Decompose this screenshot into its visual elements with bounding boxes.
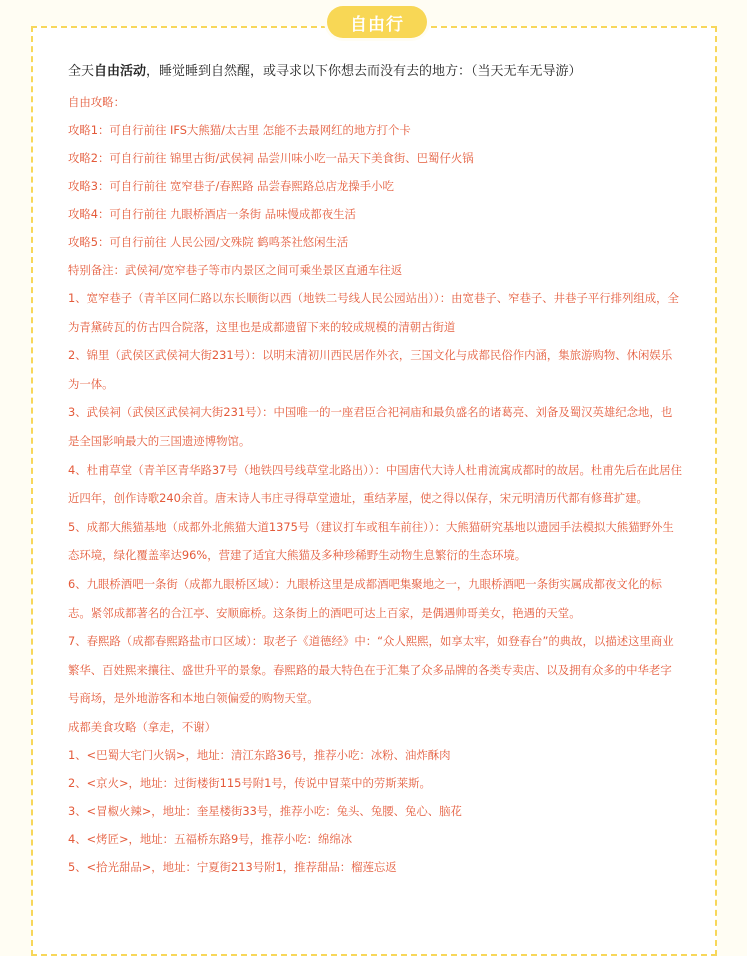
guide-item: 攻略5：可自行前往 人民公园/文殊院 鹤鸣茶社悠闲生活 <box>68 235 349 249</box>
itinerary-content <box>68 60 683 881</box>
attraction-item: 7、春熙路（成都春熙路盐市口区域）：取老子《道德经》中：“众人熙熙，如享太牢，如登春台”的典故，以描述这里商业繁华、百姓熙来攘往、盛世升平的景象。春熙路的最大特色在于汇集了众多品牌的各类专卖店、以及拥有众多的中华老字号商场，是外地游客和本地白领偏爱的购物天堂。 <box>68 634 674 706</box>
food-item: 4、<烤匠>，地址：五福桥东路9号，推荐小吃：绵绵冰 <box>68 831 353 846</box>
food-item: 2、<京火>，地址：过街楼街115号附1号，传说中冒菜中的劳斯莱斯。 <box>68 775 431 790</box>
guide-item: 攻略1：可自行前往 IFS大熊猫/太古里 怎能不去最网红的地方打个卡 <box>68 123 411 137</box>
section-title-badge: 自由行 <box>327 6 427 38</box>
guide-heading: 自由攻略： <box>68 95 125 109</box>
food-item: 3、<冒椒火辣>，地址：奎星楼街33号，推荐小吃：兔头、兔腰、兔心、脑花 <box>68 803 462 818</box>
food-heading: 成都美食攻略（拿走，不谢） <box>68 719 217 734</box>
food-item: 5、<拾光甜品>，地址：宁夏街213号附1，推荐甜品：榴莲忘返 <box>68 859 397 874</box>
food-item: 1、<巴蜀大宅门火锅>，地址：清江东路36号，推荐小吃：冰粉、油炸酥肉 <box>68 747 451 762</box>
guide-item: 攻略2：可自行前往 锦里古街/武侯祠 品尝川味小吃一品天下美食街、巴蜀仔火锅 <box>68 151 474 165</box>
attraction-item: 2、锦里（武侯区武侯祠大街231号）：以明末清初川西民居作外衣，三国文化与成都民俗作内涵，集旅游购物、休闲娱乐为一体。 <box>68 348 673 391</box>
attraction-item: 1、宽窄巷子（青羊区同仁路以东长顺街以西（地铁二号线人民公园站出））：由宽巷子、窄巷子、井巷子平行排列组成，全为青黛砖瓦的仿古四合院落，这里也是成都遗留下来的较成规模的清朝古街道 <box>68 291 679 334</box>
guide-item: 攻略3：可自行前往 宽窄巷子/春熙路 品尝春熙路总店龙操手小吃 <box>68 179 394 193</box>
intro-text <box>68 60 683 84</box>
attraction-item: 4、杜甫草堂（青羊区青华路37号（地铁四号线草堂北路出））：中国唐代大诗人杜甫流寓成都时的故居。杜甫先后在此居住近四年，创作诗歌240余首。唐末诗人韦庄寻得草堂遗址，重结茅屋，使之得以保存，宋元明清历代都有修葺扩建。 <box>68 462 683 506</box>
guide-item: 攻略4：可自行前往 九眼桥酒店一条街 品味慢成都夜生活 <box>68 207 356 221</box>
attraction-item: 5、成都大熊猫基地（成都外北熊猫大道1375号（建议打车或租车前往））：大熊猫研究基地以遗园手法模拟大熊猫野外生态环境，绿化覆盖率达96%，营建了适宜大熊猫及多种珍稀野生动物生息繁衍的生态环境。 <box>68 519 674 563</box>
intro-prefix: 全天 <box>68 64 95 79</box>
attraction-item: 6、九眼桥酒吧一条街（成都九眼桥区域）：九眼桥这里是成都酒吧集聚地之一，九眼桥酒吧一条街实属成都夜文化的标志。紧邻成都著名的合江亭、安顺廊桥。这条街上的酒吧可达上百家，是偶遇帅哥美女，艳遇的天堂。 <box>68 576 662 620</box>
intro-rest: ，睡觉睡到自然醒，或寻求以下你想去而没有去的地方：（当天无车无导游） <box>146 64 582 79</box>
intro-bold: 自由活动 <box>94 64 147 79</box>
special-note: 特别备注：武侯祠/宽窄巷子等市内景区之间可乘坐景区直通车往返 <box>68 263 403 277</box>
attraction-item: 3、武侯祠（武侯区武侯祠大街231号）：中国唯一的一座君臣合祀祠庙和最负盛名的诸葛亮、刘备及蜀汉英雄纪念地，也是全国影响最大的三国遗迹博物馆。 <box>68 405 673 448</box>
